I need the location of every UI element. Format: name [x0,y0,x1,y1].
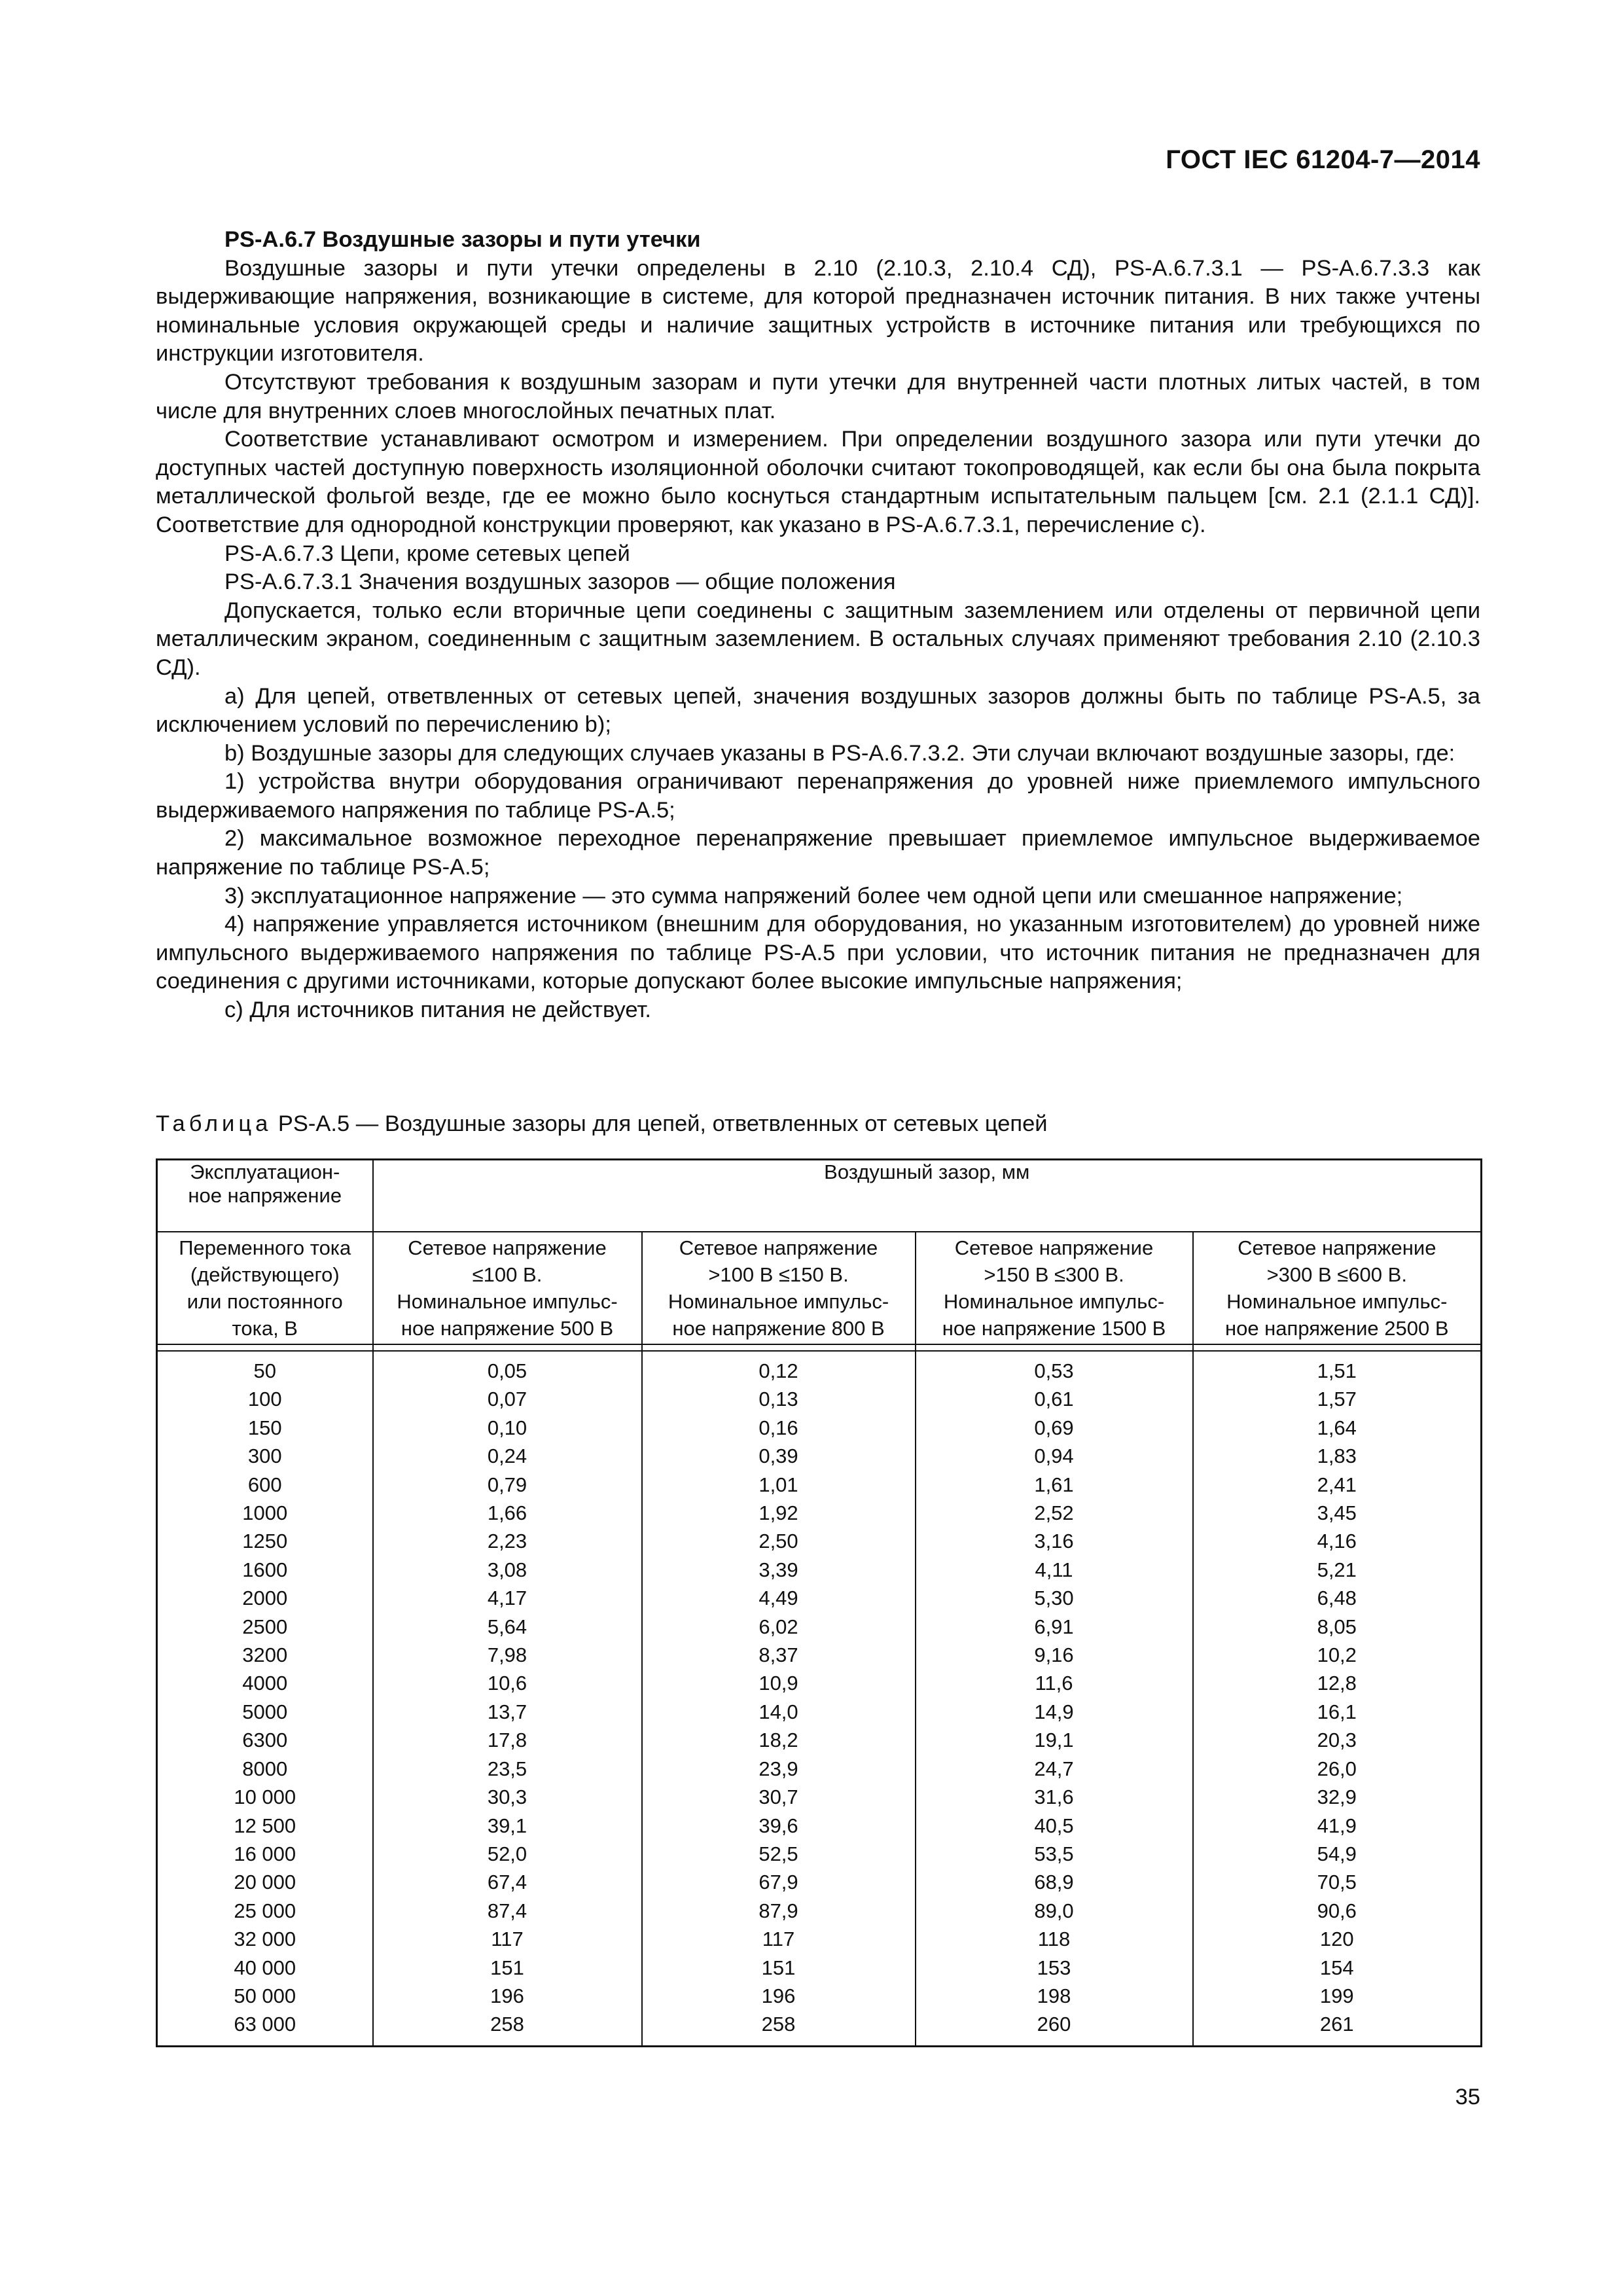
clearance-cell: 3,39 [642,1556,916,1584]
list-item: с) Для источников питания не действует. [224,997,651,1023]
table-row [157,1584,1482,1612]
voltage-cell: 2500 [157,1613,373,1641]
clearance-cell: 261 [1193,2010,1482,2046]
clearance-cell: 53,5 [916,1840,1193,1868]
table-caption [156,1109,1048,1138]
clearance-cell: 5,21 [1193,1556,1482,1584]
table-row [157,1897,1482,1925]
clearance-cell: 1,92 [642,1499,916,1527]
clearance-table [156,1158,1482,2047]
subsection-title: PS-A.6.7.3.1 Значения воздушных зазоров — общие положения [224,569,896,595]
clearance-cell: 0,61 [916,1385,1193,1413]
clearance-cell: 23,5 [373,1755,642,1783]
clearance-cell: 40,5 [916,1812,1193,1840]
table-row [157,1669,1482,1697]
clearance-cell: 14,9 [916,1698,1193,1726]
voltage-cell: 1250 [157,1527,373,1555]
gap-cell [373,1344,642,1351]
clearance-cell: 4,16 [1193,1527,1482,1555]
clearance-cell: 87,4 [373,1897,642,1925]
clearance-cell: 87,9 [642,1897,916,1925]
clearance-cell: 12,8 [1193,1669,1482,1697]
table-row [157,1812,1482,1840]
clearance-cell: 1,66 [373,1499,642,1527]
document-id: ГОСТ IEC 61204-7—2014 [1166,145,1480,174]
clearance-cell: 260 [916,2010,1193,2046]
voltage-cell: 25 000 [157,1897,373,1925]
list-item: 2) максимальное возможное переходное перенапряжение превышает приемлемое импульсное выдерживаемое напряжение по таблице PS-A.5; [156,826,1480,880]
voltage-cell: 3200 [157,1641,373,1669]
clearance-cell: 6,02 [642,1613,916,1641]
clearance-cell: 153 [916,1954,1193,1982]
table-row [157,2010,1482,2046]
clearance-cell: 6,91 [916,1613,1193,1641]
clearance-cell: 2,23 [373,1527,642,1555]
mains-100v-header: Сетевое напряжение ≤100 В. Номинальное импульс- ное напряжение 500 В [373,1232,642,1344]
gap-cell [642,1344,916,1351]
voltage-cell: 100 [157,1385,373,1413]
clearance-cell: 2,52 [916,1499,1193,1527]
table-row [157,1556,1482,1584]
clearance-cell: 23,9 [642,1755,916,1783]
table-row [157,1499,1482,1527]
clearance-cell: 4,11 [916,1556,1193,1584]
clearance-cell: 4,17 [373,1584,642,1612]
clearance-cell: 90,6 [1193,1897,1482,1925]
clearance-cell: 1,83 [1193,1442,1482,1470]
clearance-cell: 52,5 [642,1840,916,1868]
clearance-cell: 1,61 [916,1471,1193,1499]
list-item: а) Для цепей, ответвленных от сетевых цепей, значения воздушных зазоров должны быть по таблице PS-A.5, за исключением условий по перечислению b); [156,683,1480,738]
table-subheader-row [157,1232,1482,1344]
clearance-cell: 0,39 [642,1442,916,1470]
table-row [157,1925,1482,1953]
clearance-cell: 52,0 [373,1840,642,1868]
page-number: 35 [1455,2085,1480,2109]
voltage-cell: 1000 [157,1499,373,1527]
voltage-cell: 8000 [157,1755,373,1783]
clearance-cell: 32,9 [1193,1783,1482,1811]
clearance-cell: 39,1 [373,1812,642,1840]
clearance-cell: 196 [373,1982,642,2010]
clearance-cell: 41,9 [1193,1812,1482,1840]
clearance-cell: 89,0 [916,1897,1193,1925]
clearance-cell: 1,64 [1193,1414,1482,1442]
voltage-cell: 50 [157,1351,373,1385]
clearance-cell: 154 [1193,1954,1482,1982]
table-row [157,1954,1482,1982]
clearance-cell: 3,08 [373,1556,642,1584]
table-caption-text: PS-A.5 — Воздушные зазоры для цепей, ответвленных от сетевых цепей [277,1111,1048,1136]
clearance-cell: 151 [642,1954,916,1982]
clearance-cell: 0,79 [373,1471,642,1499]
voltage-cell: 10 000 [157,1783,373,1811]
clearance-cell: 3,45 [1193,1499,1482,1527]
section-body [156,226,1480,1025]
clearance-cell: 8,05 [1193,1613,1482,1641]
clearance-cell: 70,5 [1193,1868,1482,1896]
voltage-cell: 600 [157,1471,373,1499]
voltage-cell: 1600 [157,1556,373,1584]
table-row [157,1641,1482,1669]
clearance-cell: 198 [916,1982,1193,2010]
subsection-title: PS-A.6.7.3 Цепи, кроме сетевых цепей [224,541,630,566]
voltage-type-header: Переменного тока (действующего) или постоянного тока, В [157,1232,373,1344]
paragraph: Воздушные зазоры и пути утечки определены в 2.10 (2.10.3, 2.10.4 СД), PS-A.6.7.3.1 — PS-A.6.7.3.3 как выдерживающие напряжения, возникающие в системе, для которой предназначен источник питания. В них также учтены номинальные условия окружающей среды и наличие защитных устройств в источнике питания или требующихся по инструкции изготовителя. [156,255,1480,367]
list-item: 3) эксплуатационное напряжение — это сумма напряжений более чем одной цепи или смешанное напряжение; [224,883,1403,908]
clearance-cell: 0,16 [642,1414,916,1442]
table-row [157,1868,1482,1896]
clearance-cell: 2,50 [642,1527,916,1555]
clearance-cell: 20,3 [1193,1726,1482,1754]
clearance-cell: 258 [642,2010,916,2046]
clearance-cell: 0,53 [916,1351,1193,1385]
voltage-cell: 32 000 [157,1925,373,1953]
voltage-cell: 16 000 [157,1840,373,1868]
paragraph: Соответствие устанавливают осмотром и измерением. При определении воздушного зазора или пути утечки до доступных частей доступную поверхность изоляционной оболочки считают токопроводящей, как если бы она была покрыта металлической фольгой везде, где ее можно было коснуться стандартным испытательным пальцем [см. 2.1 (2.1.1 СД)]. Соответствие для однородной конструкции проверяют, как указано в PS-A.6.7.3.1, перечисление с). [156,427,1480,537]
clearance-cell: 5,30 [916,1584,1193,1612]
clearance-cell: 30,3 [373,1783,642,1811]
clearance-cell: 3,16 [916,1527,1193,1555]
clearance-cell: 10,9 [642,1669,916,1697]
clearance-cell: 9,16 [916,1641,1193,1669]
clearance-cell: 6,48 [1193,1584,1482,1612]
clearance-cell: 68,9 [916,1868,1193,1896]
clearance-cell: 0,12 [642,1351,916,1385]
list-item: 1) устройства внутри оборудования ограничивают перенапряжения до уровней ниже приемлемого импульсного выдерживаемого напряжения по таблице PS-A.5; [156,769,1480,823]
clearance-cell: 67,4 [373,1868,642,1896]
clearance-cell: 7,98 [373,1641,642,1669]
gap-cell [157,1344,373,1351]
clearance-cell: 1,01 [642,1471,916,1499]
table-row [157,1351,1482,1385]
table-caption-label: Таблица [156,1111,272,1136]
voltage-cell: 12 500 [157,1812,373,1840]
clearance-cell: 54,9 [1193,1840,1482,1868]
clearance-cell: 4,49 [642,1584,916,1612]
paragraph: Допускается, только если вторичные цепи соединены с защитным заземлением или отделены от первичной цепи металлическим экраном, соединенным с защитным заземлением. В остальных случаях применяют требования 2.10 (2.10.3 СД). [156,598,1480,680]
table-row [157,1442,1482,1470]
clearance-cell: 1,51 [1193,1351,1482,1385]
table-header-gap [157,1344,1482,1351]
paragraph: Отсутствуют требования к воздушным зазорам и пути утечки для внутренней части плотных литых частей, в том числе для внутренних слоев многослойных печатных плат. [156,369,1480,423]
clearance-cell: 16,1 [1193,1698,1482,1726]
clearance-cell: 117 [642,1925,916,1953]
clearance-cell: 14,0 [642,1698,916,1726]
table-row [157,1414,1482,1442]
table-row [157,1755,1482,1783]
clearance-cell: 0,10 [373,1414,642,1442]
clearance-cell: 10,6 [373,1669,642,1697]
clearance-cell: 10,2 [1193,1641,1482,1669]
table-row [157,1982,1482,2010]
list-item: b) Воздушные зазоры для следующих случаев указаны в PS-A.6.7.3.2. Эти случаи включают воздушные зазоры, где: [224,740,1455,766]
voltage-cell: 300 [157,1442,373,1470]
clearance-cell: 30,7 [642,1783,916,1811]
clearance-cell: 0,94 [916,1442,1193,1470]
clearance-cell: 0,13 [642,1385,916,1413]
voltage-cell: 2000 [157,1584,373,1612]
voltage-cell: 5000 [157,1698,373,1726]
clearance-cell: 24,7 [916,1755,1193,1783]
gap-cell [1193,1344,1482,1351]
voltage-cell: 6300 [157,1726,373,1754]
clearance-cell: 17,8 [373,1726,642,1754]
clearance-cell: 39,6 [642,1812,916,1840]
section-heading: PS-A.6.7 Воздушные зазоры и пути утечки [224,227,701,252]
clearance-cell: 120 [1193,1925,1482,1953]
table-row [157,1471,1482,1499]
clearance-cell: 11,6 [916,1669,1193,1697]
clearance-cell: 0,05 [373,1351,642,1385]
voltage-cell: 40 000 [157,1954,373,1982]
table-row [157,1613,1482,1641]
table-row [157,1698,1482,1726]
clearance-cell: 19,1 [916,1726,1193,1754]
operating-voltage-header: Эксплуатацион- ное напряжение [157,1160,373,1232]
mains-150v-header: Сетевое напряжение >100 В ≤150 В. Номинальное импульс- ное напряжение 800 В [642,1232,916,1344]
clearance-cell: 13,7 [373,1698,642,1726]
voltage-cell: 4000 [157,1669,373,1697]
air-clearance-group-header: Воздушный зазор, мм [373,1160,1482,1232]
voltage-cell: 150 [157,1414,373,1442]
clearance-cell: 0,69 [916,1414,1193,1442]
clearance-cell: 196 [642,1982,916,2010]
table-row [157,1385,1482,1413]
clearance-cell: 199 [1193,1982,1482,2010]
clearance-cell: 31,6 [916,1783,1193,1811]
clearance-cell: 26,0 [1193,1755,1482,1783]
clearance-cell: 8,37 [642,1641,916,1669]
table-header-row [157,1160,1482,1232]
table-row [157,1783,1482,1811]
clearance-cell: 117 [373,1925,642,1953]
voltage-cell: 63 000 [157,2010,373,2046]
clearance-cell: 67,9 [642,1868,916,1896]
clearance-cell: 1,57 [1193,1385,1482,1413]
mains-300v-header: Сетевое напряжение >150 В ≤300 В. Номинальное импульс- ное напряжение 1500 В [916,1232,1193,1344]
gap-cell [916,1344,1193,1351]
list-item: 4) напряжение управляется источником (внешним для оборудования, но указанным изготовителем) до уровней ниже импульсного выдерживаемого напряжения по таблице PS-A.5 при условии, что источник питания не предназначен для соединения с другими источниками, которые допускают более высокие импульсные напряжения; [156,912,1480,994]
clearance-cell: 0,07 [373,1385,642,1413]
table-row [157,1726,1482,1754]
clearance-cell: 0,24 [373,1442,642,1470]
clearance-cell: 118 [916,1925,1193,1953]
clearance-cell: 151 [373,1954,642,1982]
clearance-cell: 258 [373,2010,642,2046]
clearance-cell: 5,64 [373,1613,642,1641]
table-row [157,1527,1482,1555]
voltage-cell: 20 000 [157,1868,373,1896]
clearance-cell: 18,2 [642,1726,916,1754]
clearance-cell: 2,41 [1193,1471,1482,1499]
mains-600v-header: Сетевое напряжение >300 В ≤600 В. Номинальное импульс- ное напряжение 2500 В [1193,1232,1482,1344]
table-row [157,1840,1482,1868]
voltage-cell: 50 000 [157,1982,373,2010]
